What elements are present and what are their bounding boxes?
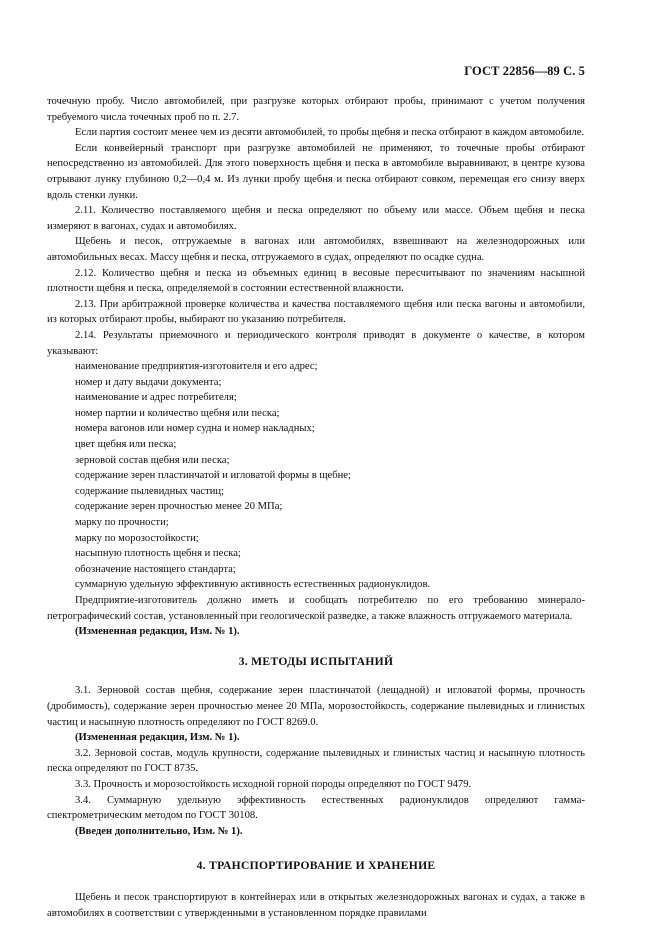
list-item: обозначение настоящего стандарта; — [75, 563, 236, 575]
list-item: содержание зерен прочностью менее 20 МПа; — [75, 501, 283, 513]
section-title-3: 3. МЕТОДЫ ИСПЫТАНИЙ — [238, 654, 394, 668]
clause-3-1: 3.1. Зерновой состав щебня, содержание зерен пластинчатой (лещадной) и игловатой формы, прочность (дробимость), содержание зерен прочностью менее 20 МПа, морозостойкость, содержание пылевидных и глинистых частиц и насыпную плотность определяют по ГОСТ 8269.0. — [47, 685, 585, 728]
list-item: содержание зерен пластинчатой и игловатой формы в щебне; — [75, 470, 351, 482]
paragraph: Предприятие-изготовитель должно иметь и сообщать потребителю по его требованию минерало-петрографический состав, установленный при геологической разведке, а также влажность отгружаемого материала. — [47, 595, 585, 622]
amendment-note: (Введен дополнительно, Изм. № 1). — [75, 825, 243, 837]
document-body — [47, 94, 585, 921]
page-header: ГОСТ 22856—89 С. 5 — [464, 64, 585, 78]
list-item: номер партии и количество щебня или песка; — [75, 407, 280, 419]
list-item: марку по морозостойкости; — [75, 532, 199, 544]
clause-3-3: 3.3. Прочность и морозостойкость исходной горной породы определяют по ГОСТ 9479. — [75, 778, 472, 790]
paragraph: точечную пробу. Число автомобилей, при разгрузке которых отбирают пробы, принимают с учетом получения требуемого числа точечных проб по п. 2.7. — [47, 96, 585, 123]
clause-2-11: 2.11. Количество поставляемого щебня и песка определяют по объему или массе. Объем щебня и песка измеряют в вагонах, судах и автомобилях. — [47, 205, 585, 232]
paragraph: Если конвейерный транспорт при разгрузке автомобилей не применяют, то точечные пробы отбирают непосредственно из автомобилей. Для этого поверхность щебня и песка в автомобиле выравнивают, в центре кузова отрывают лунку глубиною 0,2—0,4 м. Из лунки пробу щебня и песка отбирают совком, перемещая его снизу вверх вдоль стенки лунки. — [47, 142, 585, 201]
paragraph: Щебень и песок, отгружаемые в вагонах или автомобилях, взвешивают на железнодорожных или автомобильных весах. Массу щебня и песка, отгружаемого в судах, определяют по осадке судна. — [47, 236, 585, 263]
clause-2-12: 2.12. Количество щебня и песка из объемных единиц в весовые пересчитывают по значениям насыпной плотности щебня и песка, определяемой в состоянии естественной влажности. — [47, 267, 585, 295]
clause-3-4: 3.4. Суммарную удельную эффективность естественных радионуклидов определяют гамма-спектрометрическим методом по ГОСТ 30108. — [47, 794, 585, 822]
list-item: суммарную удельную эффективную активность естественных радионуклидов. — [75, 579, 431, 591]
list-item: номера вагонов или номер судна и номер накладных; — [75, 423, 315, 435]
list-item: зерновой состав щебня или песка; — [75, 454, 230, 466]
list-item: номер и дату выдачи документа; — [75, 376, 222, 388]
list-item: содержание пылевидных частиц; — [75, 485, 225, 497]
quality-document-list — [47, 359, 585, 593]
list-item: наименование и адрес потребителя; — [75, 392, 237, 404]
clause-3-2: 3.2. Зерновой состав, модуль крупности, содержание пылевидных и глинистых частиц и насыпную плотность песка определяют по ГОСТ 8735. — [47, 747, 585, 775]
list-item: цвет щебня или песка; — [75, 439, 177, 451]
paragraph: Щебень и песок транспортируют в контейнерах или в открытых железнодорожных вагонах и судах, а также в автомобилях в соответствии с утвержденными в установленном порядке правилами — [47, 891, 585, 919]
clause-2-14: 2.14. Результаты приемочного и периодического контроля приводят в документе о качестве, в котором указывают: — [47, 329, 585, 357]
clause-2-13: 2.13. При арбитражной проверке количества и качества поставляемого щебня или песка вагоны и автомобили, из которых отбирают пробы, выбирают по указанию потребителя. — [47, 298, 585, 326]
list-item: насыпную плотность щебня и песка; — [75, 548, 241, 560]
list-item: наименование предприятия-изготовителя и его адрес; — [75, 361, 318, 373]
amendment-note: (Измененная редакция, Изм. № 1). — [75, 626, 240, 638]
amendment-note: (Измененная редакция, Изм. № 1). — [75, 732, 240, 744]
section-title-4: 4. ТРАНСПОРТИРОВАНИЕ И ХРАНЕНИЕ — [196, 859, 436, 873]
list-item: марку по прочности; — [75, 517, 169, 529]
paragraph: Если партия состоит менее чем из десяти автомобилей, то пробы щебня и песка отбирают в каждом автомобиле. — [75, 127, 585, 139]
